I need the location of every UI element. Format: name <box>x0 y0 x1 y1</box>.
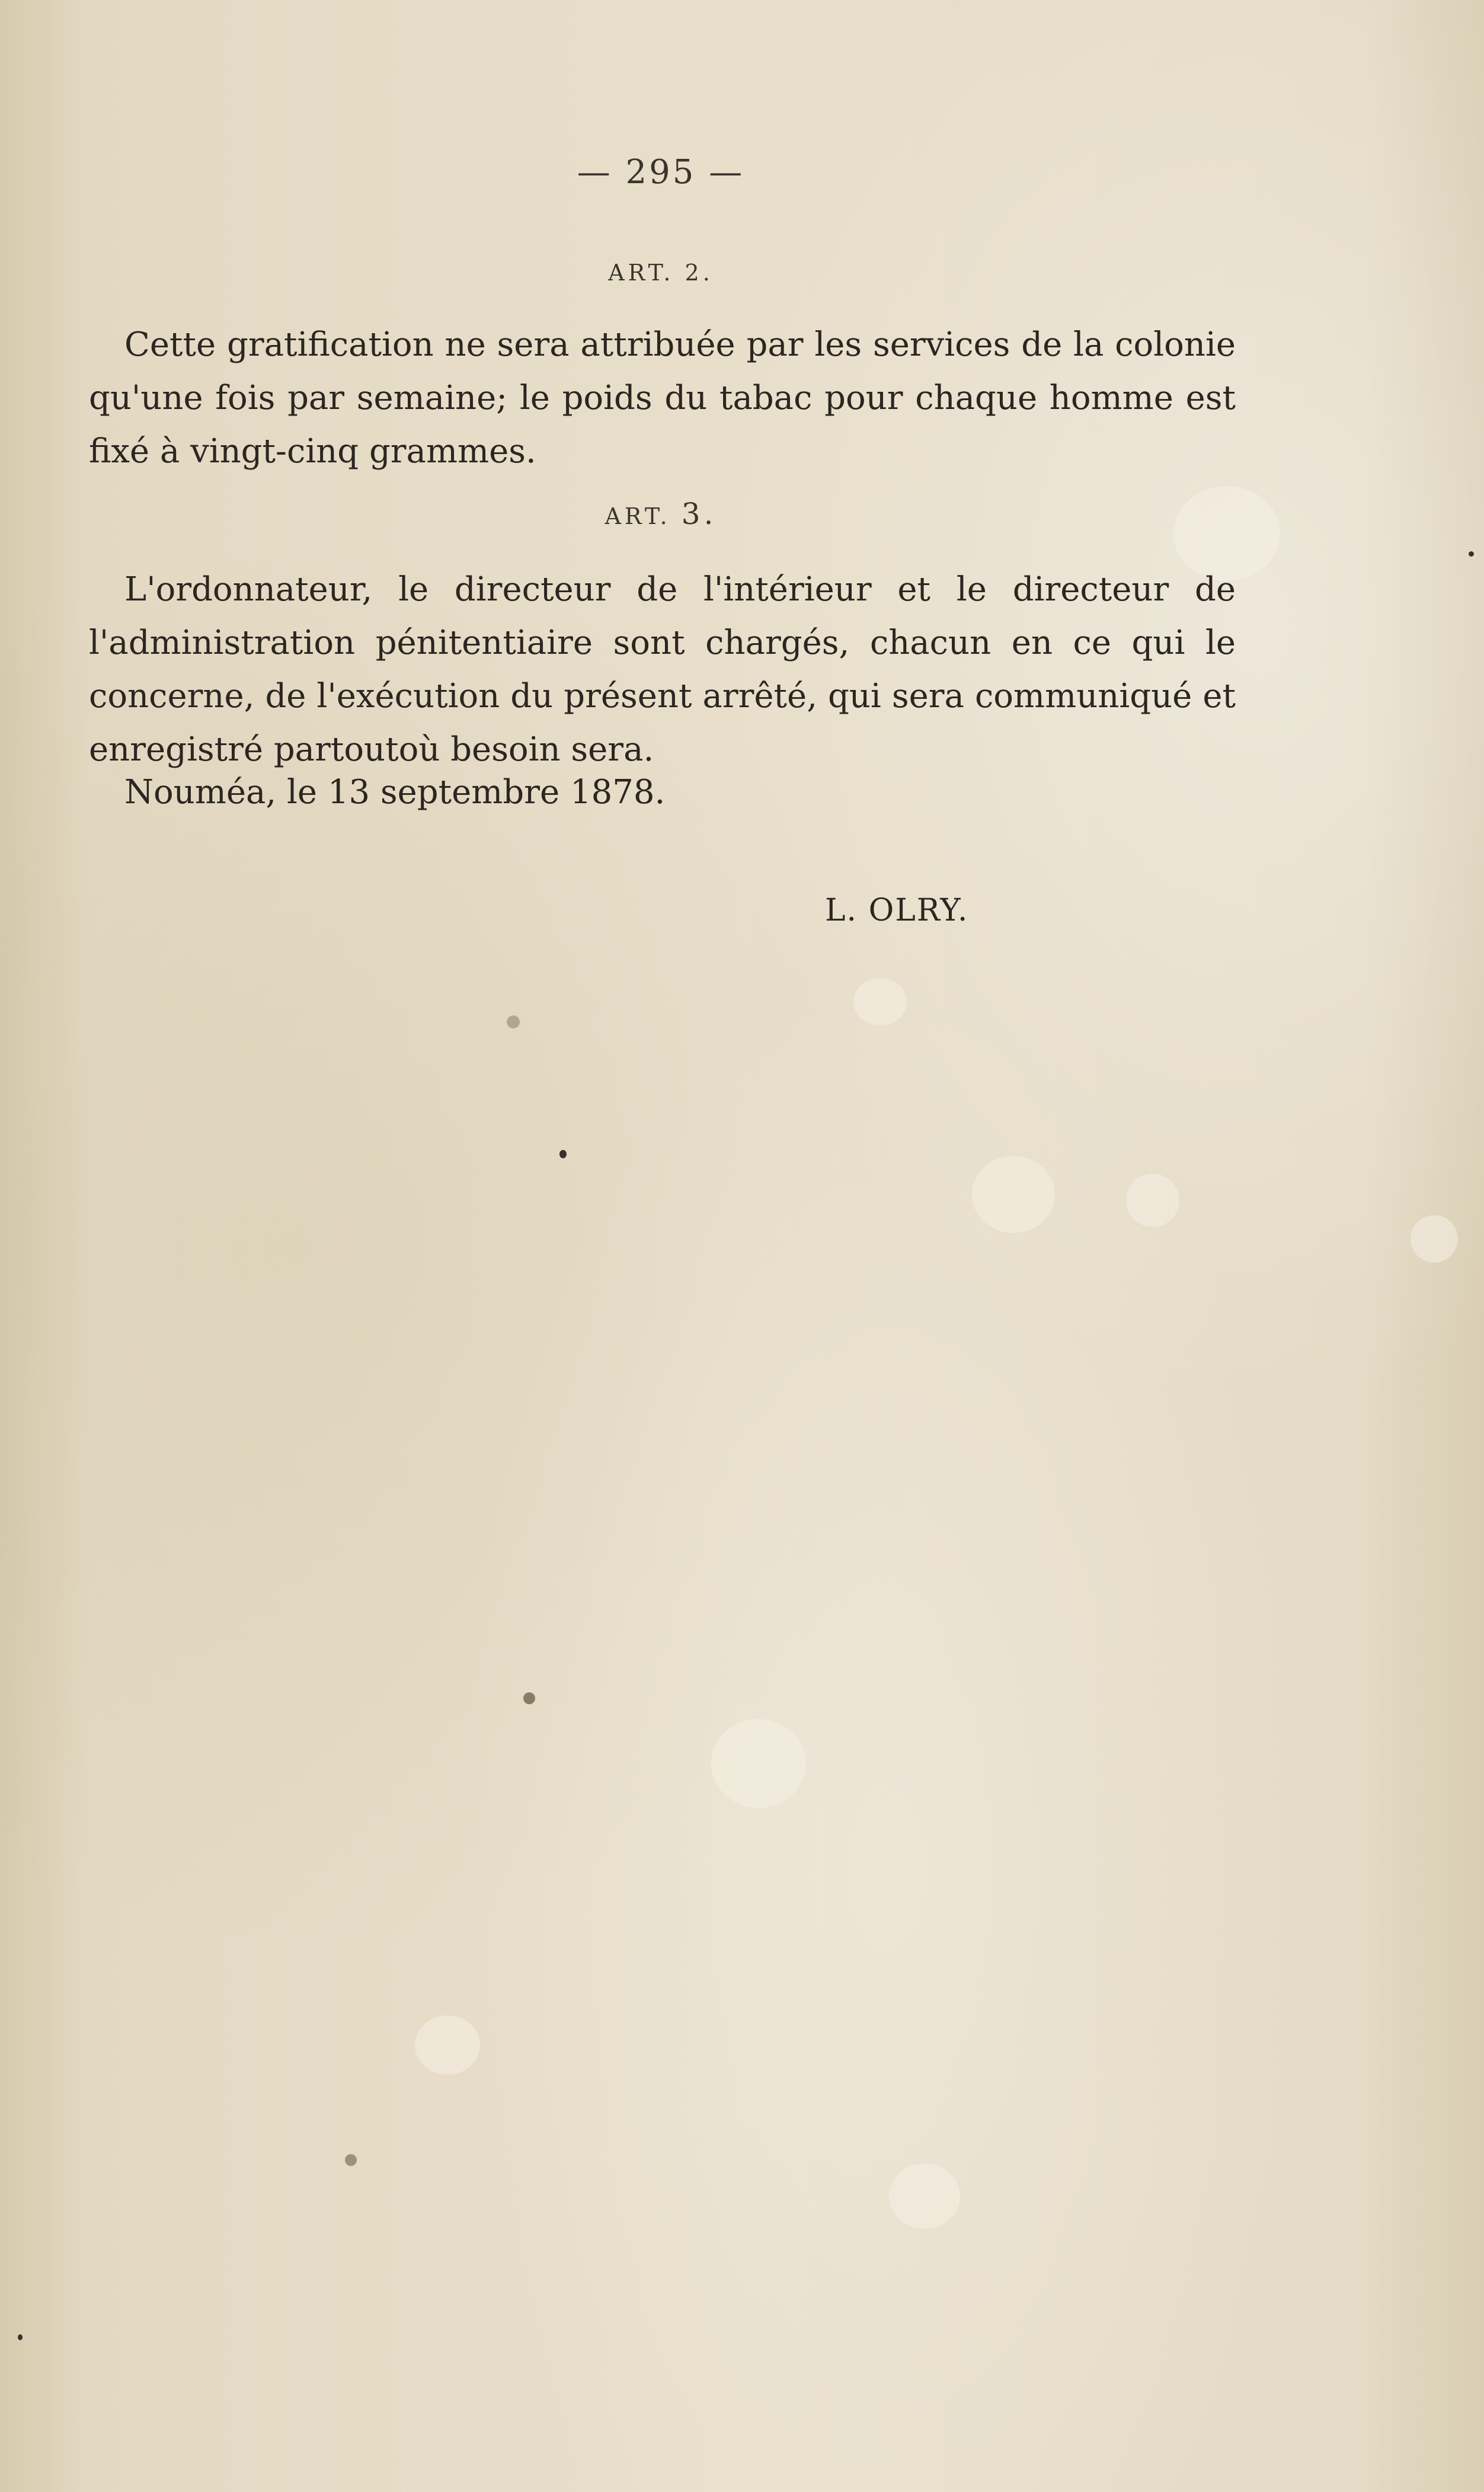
paper-stain <box>415 2015 480 2075</box>
article-heading-number: 2. <box>685 260 714 286</box>
date-line: Nouméa, le 13 septembre 1878. <box>124 773 666 812</box>
article-3-text: L'ordonnateur, le directeur de l'intérieur et le directeur de l'administration pénitentiaire sont chargés, chacun en ce qui le concerne, de l'exécution du présent arrêté, qui sera communiqué et enregistré partoutoù besoin sera. <box>89 570 1236 769</box>
ink-speck <box>18 2334 23 2340</box>
article-2-heading <box>0 260 1322 286</box>
article-3-heading <box>0 497 1322 531</box>
paper-stain <box>711 1719 806 1808</box>
ink-speck <box>1469 551 1474 557</box>
ink-speck <box>345 2154 357 2166</box>
paper-stain <box>889 2164 960 2229</box>
article-2-text: Cette gratification ne sera attribuée par les services de la colonie qu'une fois par semaine; le poids du tabac pour chaque homme est fixé à vingt-cinq grammes. <box>89 325 1236 471</box>
article-heading-prefix: ART. <box>605 503 671 529</box>
paper-stain <box>1411 1215 1458 1263</box>
ink-speck <box>507 1015 520 1028</box>
ink-speck <box>559 1150 567 1158</box>
ink-speck <box>523 1692 535 1704</box>
paper-stain <box>1126 1174 1179 1227</box>
paper-stain <box>972 1156 1055 1233</box>
paper-stain <box>853 978 907 1025</box>
page-number: — 295 — <box>577 153 745 191</box>
article-heading-prefix: ART. <box>608 260 674 286</box>
article-heading-number: 3. <box>681 497 717 531</box>
signature: L. OLRY. <box>825 893 969 928</box>
